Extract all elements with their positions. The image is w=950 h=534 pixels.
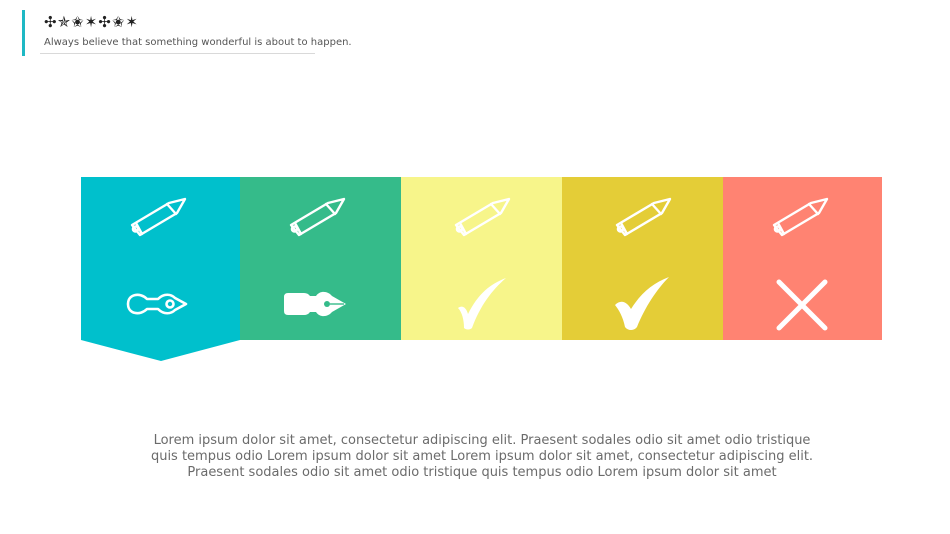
fountain-pen-solid-icon (282, 287, 348, 321)
panel-3[interactable] (401, 177, 562, 340)
panel-2[interactable] (240, 177, 401, 340)
pencil-icon (127, 197, 187, 241)
body-paragraph: Lorem ipsum dolor sit amet, consectetur adipiscing elit. Praesent sodales odio sit amet odio tristique quis tempus odio Lorem ipsum dolor sit amet Lorem ipsum dolor sit amet, consectetur adipiscing elit. Praesent sodales odio sit amet odio tristique quis tempus odio Lorem ipsum dolor sit amet (150, 433, 814, 480)
checkmark-icon (454, 276, 510, 332)
panel-5[interactable] (723, 177, 882, 340)
accent-bar (22, 10, 25, 56)
title-divider (40, 53, 315, 54)
slide-title: ✣✯✬✶✣✬✶ (44, 13, 139, 31)
slide-subtitle: Always believe that something wonderful is about to happen. (44, 37, 352, 48)
pencil-icon (451, 197, 511, 241)
icon-panel-strip (81, 177, 882, 367)
fountain-pen-outline-icon (125, 288, 189, 320)
pencil-icon (612, 197, 672, 241)
checkmark-bold-icon (613, 275, 673, 333)
panel-1[interactable] (81, 177, 240, 367)
panel-4[interactable] (562, 177, 723, 340)
pencil-icon (286, 197, 346, 241)
cross-icon (775, 278, 829, 332)
pencil-icon (769, 197, 829, 241)
